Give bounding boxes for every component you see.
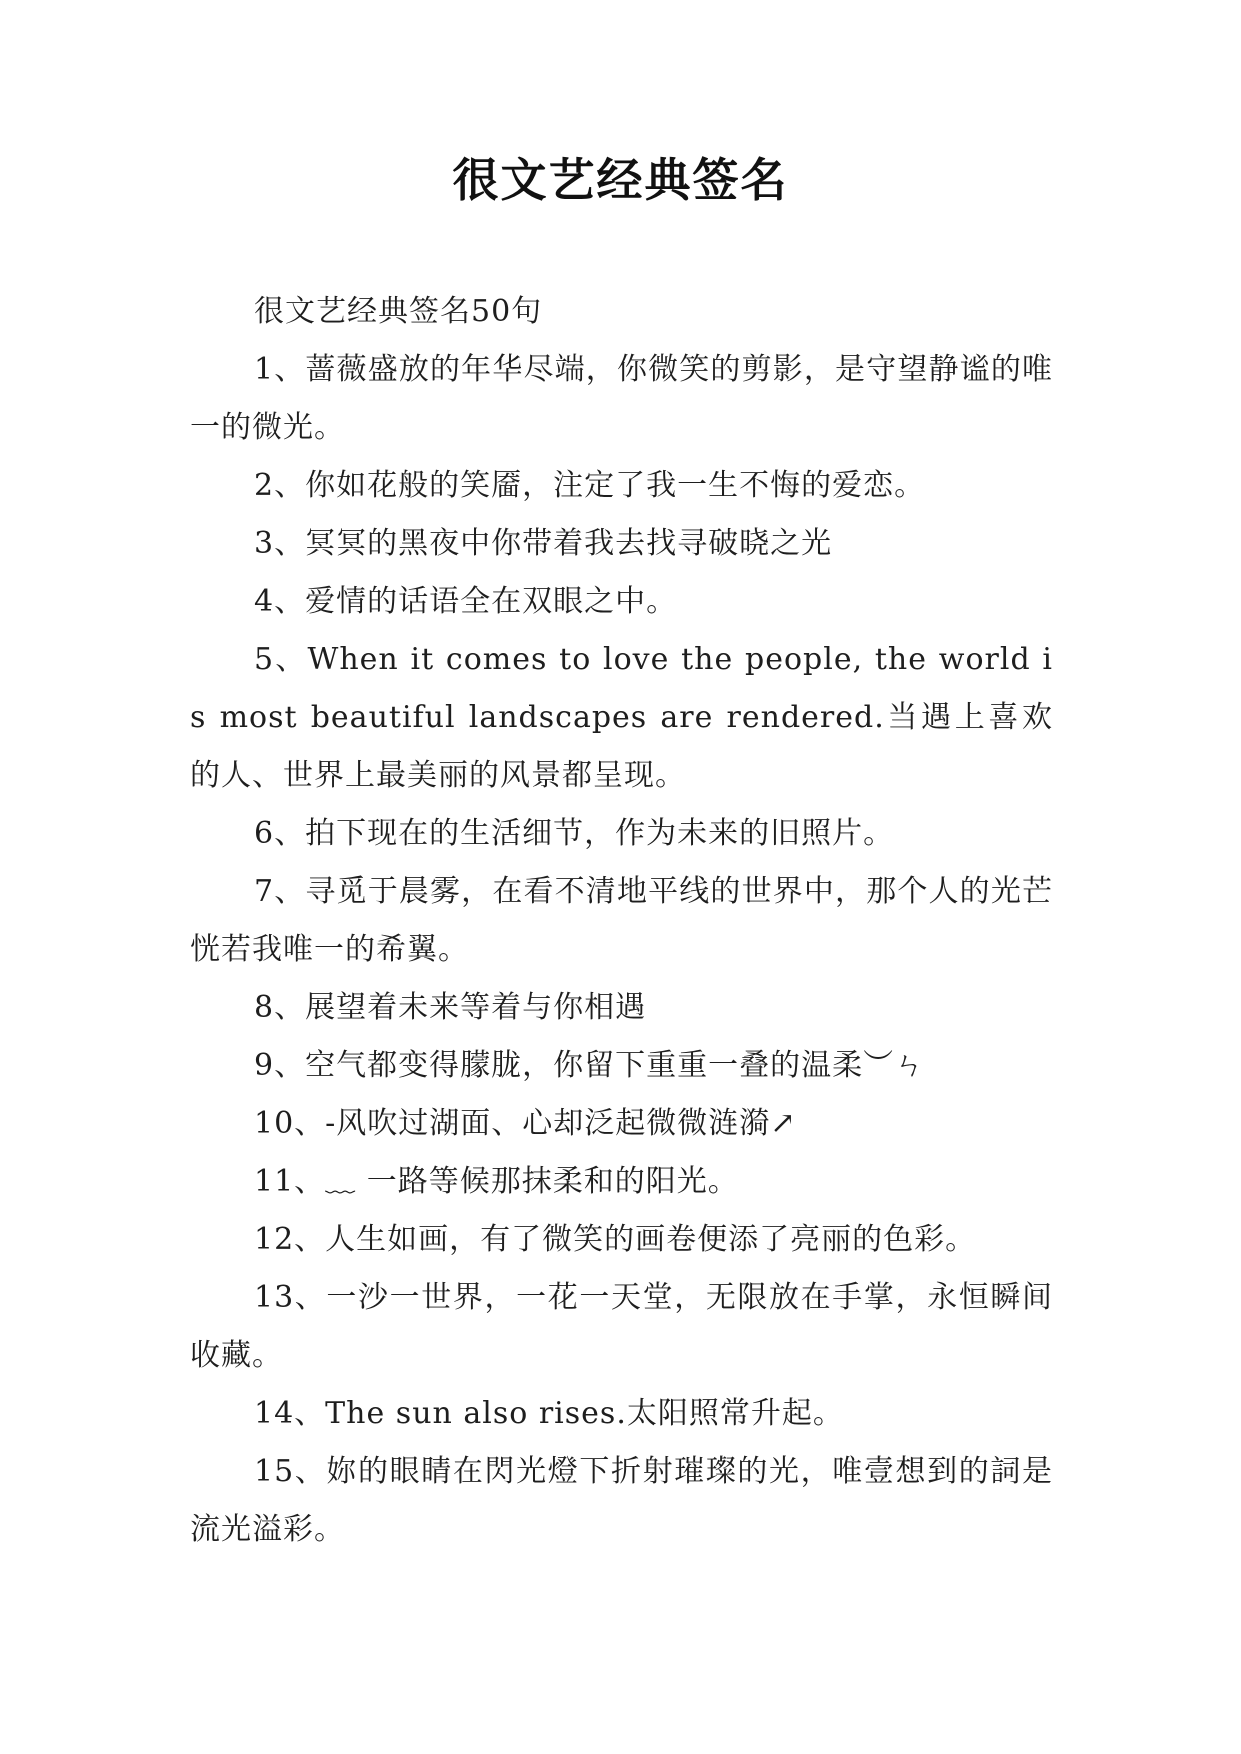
document-title: 很文艺经典签名 [452,153,789,207]
paragraph-item-4: 4、爱情的话语全在双眼之中。 [254,584,678,619]
paragraph-item-11: 11、﹏ 一路等候那抹柔和的阳光。 [254,1164,739,1199]
paragraph-item-1: 1、蔷薇盛放的年华尽端，你微笑的剪影，是守望静谧的唯一的微光。 [190,352,1053,445]
paragraph-item-2: 2、你如花般的笑靥，注定了我一生不悔的爱恋。 [254,468,926,503]
paragraph-item-10: 10、-风吹过湖面、心却泛起微微涟漪↗ [254,1106,797,1141]
document-body [190,283,1053,1559]
paragraph-item-15: 15、妳的眼睛在閃光燈下折射璀璨的光，唯壹想到的詞是流光溢彩。 [190,1454,1053,1547]
paragraph-item-3: 3、冥冥的黑夜中你带着我去找寻破晓之光 [254,526,833,561]
paragraph-item-14: 14、The sun also rises.太阳照常升起。 [254,1396,844,1431]
paragraph-item-12: 12、人生如画，有了微笑的画卷便添了亮丽的色彩。 [254,1222,977,1257]
paragraph-item-9: 9、空气都变得朦胧，你留下重重一叠的温柔︶ㄣ [254,1048,926,1083]
paragraph-item-8: 8、展望着未来等着与你相遇 [254,990,647,1025]
paragraph-item-6: 6、拍下现在的生活细节，作为未来的旧照片。 [254,816,895,851]
paragraph-item-5: 5、When it comes to love the people, the world is most beautiful landscapes are rendered.当遇上喜欢的人、世界上最美丽的风景都呈现。 [190,642,1053,793]
paragraph-item-7: 7、寻觅于晨雾，在看不清地平线的世界中，那个人的光芒恍若我唯一的希翼。 [190,874,1053,967]
paragraph-item-13: 13、一沙一世界，一花一天堂，无限放在手掌，永恒瞬间收藏。 [190,1280,1053,1373]
paragraph-intro: 很文艺经典签名50句 [254,294,543,329]
